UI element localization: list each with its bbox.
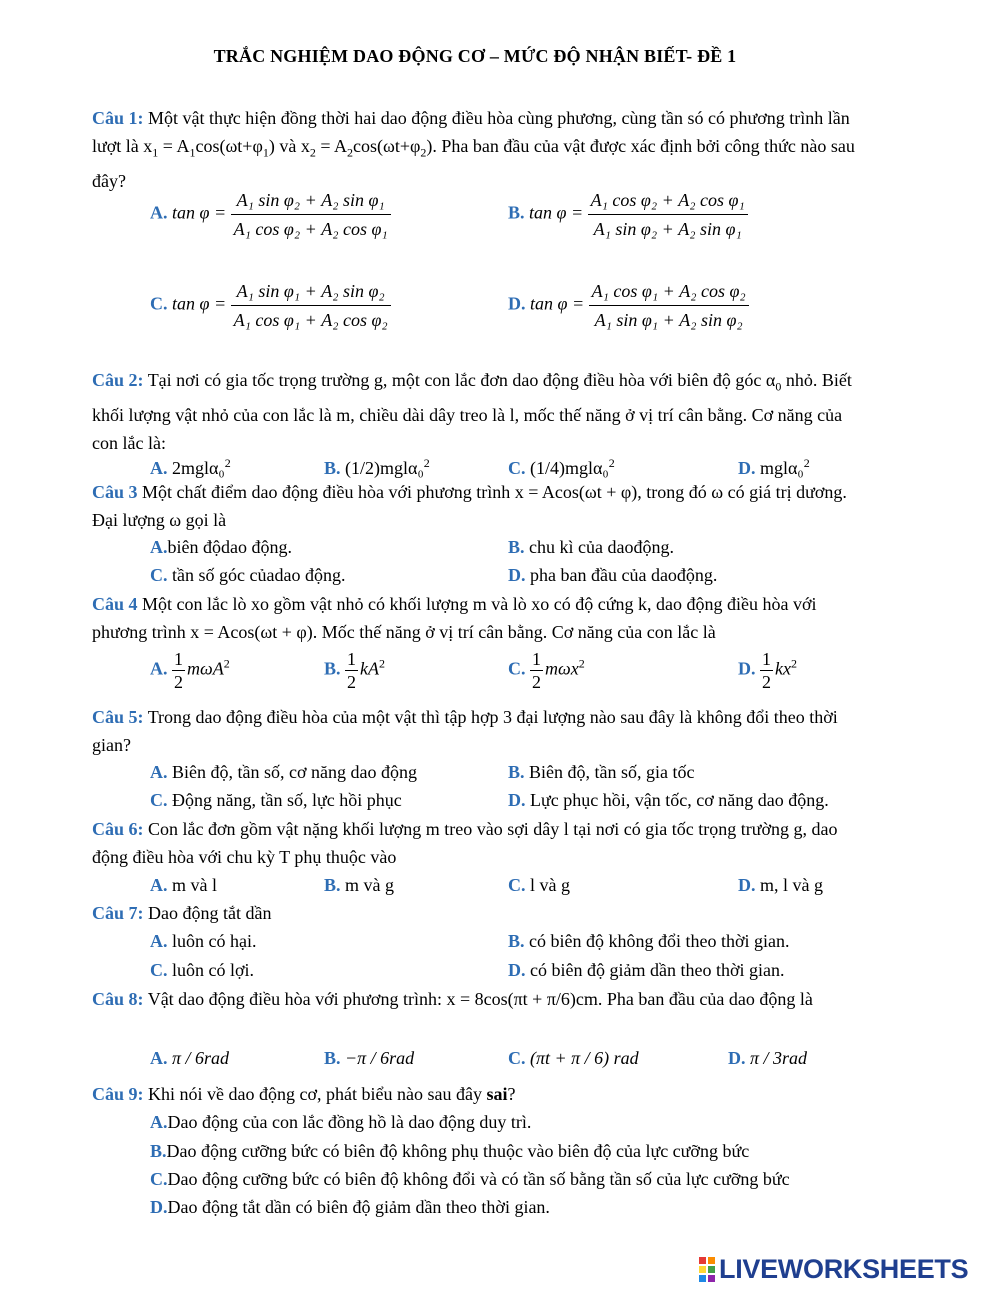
- subscript: 2: [420, 145, 427, 160]
- question-text: Tại nơi có gia tốc trọng trường g, một con lắc đơn dao động điều hòa với biên độ góc α: [143, 370, 776, 390]
- option-text: l và g: [525, 875, 570, 895]
- option-letter: A.: [150, 875, 168, 895]
- option-4a[interactable]: [150, 648, 230, 693]
- option-letter: A.: [150, 931, 168, 951]
- fraction-denominator: A₁ cos φ₂ + A₂ cos φ₁: [233, 219, 388, 239]
- subscript: 2: [309, 145, 316, 160]
- option-letter: D.: [508, 960, 526, 980]
- option-text: Biên độ, tần số, cơ năng dao động: [167, 762, 417, 782]
- option-text: Động năng, tần số, lực hồi phục: [167, 790, 402, 810]
- fraction-numerator: A₁ sin φ₂ + A₂ sin φ₁: [231, 188, 391, 215]
- formula-lhs: tan φ =: [530, 293, 585, 314]
- option-6c[interactable]: [508, 871, 570, 899]
- option-letter: C.: [508, 458, 526, 478]
- option-expression: kx: [775, 658, 791, 679]
- option-letter: A.: [150, 762, 168, 782]
- option-text: Dao động cưỡng bức có biên độ không đổi và có tần số bằng tần số của lực cưỡng bức: [167, 1169, 790, 1189]
- question-2: [92, 366, 862, 457]
- fraction-numerator: 1: [532, 649, 541, 669]
- option-1c[interactable]: [150, 279, 391, 332]
- option-text: có biên độ không đổi theo thời gian.: [524, 931, 790, 951]
- subscript: 0: [775, 379, 782, 394]
- option-text: Lực phục hồi, vận tốc, cơ năng dao động.: [525, 790, 829, 810]
- fraction-numerator: A₁ sin φ₁ + A₂ sin φ₂: [231, 279, 391, 306]
- formula-fraction: [589, 279, 749, 332]
- option-9c[interactable]: [150, 1165, 790, 1193]
- question-9: [92, 1080, 862, 1108]
- option-8b[interactable]: [324, 1044, 414, 1072]
- option-5a[interactable]: [150, 758, 417, 786]
- option-letter: C.: [150, 960, 168, 980]
- question-7: [92, 899, 862, 927]
- option-5d[interactable]: [508, 786, 829, 814]
- half-fraction: [530, 648, 543, 693]
- question-3: [92, 478, 862, 534]
- question-text: Vật dao động điều hòa với phương trình: x = 8cos(πt + π/6)cm. Pha ban đầu của dao động là: [143, 989, 813, 1009]
- question-text: ). Pha ban đầu của vật được xác định bởi công thức nào sau đây?: [92, 136, 855, 191]
- option-text: (1/4)mglα₀: [530, 458, 609, 478]
- option-letter: D.: [738, 458, 756, 478]
- fraction-denominator: A₁ sin φ₂ + A₂ sin φ₁: [593, 219, 742, 239]
- formula-lhs: tan φ =: [529, 202, 584, 223]
- fraction-denominator: 2: [532, 672, 541, 692]
- option-letter: D.: [508, 565, 526, 585]
- question-label: Câu 2:: [92, 370, 144, 390]
- question-text: nhỏ. Biết khối lượng vật nhỏ của con lắc là m, chiều dài dây treo là l, mốc thế năng ở vị trí cân bằng. Cơ năng của con lắc là:: [92, 370, 852, 453]
- option-9d[interactable]: [150, 1193, 550, 1221]
- option-text: (1/2)mglα₀: [345, 458, 424, 478]
- option-4b[interactable]: [324, 648, 385, 693]
- option-letter: D.: [728, 1048, 746, 1068]
- question-text: = A: [315, 136, 347, 156]
- question-5: [92, 703, 862, 759]
- option-letter: C.: [150, 565, 168, 585]
- option-7a[interactable]: [150, 927, 256, 955]
- superscript: 2: [790, 656, 797, 671]
- subscript: 2: [347, 145, 353, 160]
- question-label: Câu 9:: [92, 1084, 144, 1104]
- option-text: Dao động của con lắc đồng hồ là dao động duy trì.: [167, 1112, 532, 1132]
- option-letter: B.: [324, 458, 341, 478]
- question-text: Một con lắc lò xo gồm vật nhỏ có khối lượng m và lò xo có độ cứng k, dao động điều hòa với phương trình x = Acos(ωt + φ). Mốc thế năng ở vị trí cân bằng. Cơ năng của con lắc là: [92, 594, 817, 642]
- option-letter: A.: [150, 537, 168, 557]
- subscript: 1: [189, 145, 196, 160]
- logo-square: [708, 1257, 715, 1264]
- logo-square: [699, 1266, 706, 1273]
- option-5c[interactable]: [150, 786, 402, 814]
- option-expression: mωx: [545, 658, 579, 679]
- superscript: 2: [223, 656, 230, 671]
- logo-text: LIVEWORKSHEETS: [719, 1253, 969, 1284]
- option-8c[interactable]: [508, 1044, 639, 1072]
- option-expression: π / 3rad: [750, 1048, 808, 1068]
- half-fraction: [760, 648, 773, 693]
- question-text: Con lắc đơn gồm vật nặng khối lượng m treo vào sợi dây l tại nơi có gia tốc trọng trường g, dao động điều hòa với chu kỳ T phụ thuộc vào: [92, 819, 838, 867]
- option-text: m, l và g: [755, 875, 823, 895]
- option-8a[interactable]: [150, 1044, 229, 1072]
- option-4c[interactable]: [508, 648, 585, 693]
- question-label: Câu 1:: [92, 108, 144, 128]
- option-letter: A.: [150, 1112, 168, 1132]
- option-expression: mωA: [187, 658, 224, 679]
- option-letter: C.: [508, 658, 526, 679]
- option-text: chu kì của daođộng.: [524, 537, 674, 557]
- option-letter: B.: [150, 1141, 167, 1161]
- formula-fraction: [231, 188, 391, 241]
- option-3a[interactable]: [150, 533, 292, 561]
- option-letter: D.: [508, 293, 526, 314]
- question-text: cos(ωt+φ: [353, 136, 421, 156]
- option-text: biên độdao động.: [167, 537, 292, 557]
- option-text: mglα₀: [760, 458, 804, 478]
- option-5b[interactable]: [508, 758, 695, 786]
- question-text: Một vật thực hiện đồng thời hai dao động điều hòa cùng phương, cùng tần só có phương trình lần lượt là x: [92, 108, 850, 156]
- option-letter: A.: [150, 1048, 168, 1068]
- fraction-numerator: A₁ cos φ₁ + A₂ cos φ₂: [589, 279, 749, 306]
- question-label: Câu 3: [92, 482, 138, 502]
- question-4: [92, 590, 862, 646]
- liveworksheets-logo[interactable]: [699, 1252, 968, 1286]
- question-label: Câu 5:: [92, 707, 144, 727]
- question-text: ) và x: [268, 136, 310, 156]
- fraction-denominator: A₁ cos φ₁ + A₂ cos φ₂: [233, 310, 388, 330]
- option-expression: kA: [360, 658, 379, 679]
- option-9a[interactable]: [150, 1108, 531, 1136]
- option-1d[interactable]: [508, 279, 749, 332]
- option-6d[interactable]: [738, 871, 823, 899]
- option-text: luôn có hại.: [167, 931, 257, 951]
- question-1: [92, 104, 862, 195]
- option-letter: C.: [508, 1048, 526, 1068]
- option-letter: D.: [738, 875, 756, 895]
- option-letter: C.: [508, 875, 526, 895]
- fraction-denominator: A₁ sin φ₁ + A₂ sin φ₂: [594, 310, 743, 330]
- option-7c[interactable]: [150, 956, 254, 984]
- option-expression: (πt + π / 6) rad: [530, 1048, 639, 1068]
- option-text: m và l: [167, 875, 217, 895]
- option-expression: π / 6rad: [172, 1048, 230, 1068]
- subscript: 1: [262, 145, 269, 160]
- option-3c[interactable]: [150, 561, 345, 589]
- question-text: = A: [158, 136, 190, 156]
- fraction-denominator: 2: [762, 672, 771, 692]
- fraction-numerator: 1: [347, 649, 357, 669]
- option-text: m và g: [340, 875, 395, 895]
- option-letter: B.: [508, 537, 525, 557]
- logo-mark-icon: [699, 1257, 715, 1282]
- question-label: Câu 7:: [92, 903, 144, 923]
- fraction-numerator: 1: [174, 649, 183, 669]
- option-letter: A.: [150, 658, 168, 679]
- option-text: có biên độ giảm dần theo thời gian.: [525, 960, 785, 980]
- option-letter: A.: [150, 202, 168, 223]
- option-letter: C.: [150, 790, 168, 810]
- option-6a[interactable]: [150, 871, 217, 899]
- fraction-denominator: 2: [347, 672, 357, 692]
- emphasis-word: sai: [486, 1084, 508, 1104]
- option-letter: B.: [508, 762, 525, 782]
- option-letter: B.: [324, 875, 341, 895]
- formula-fraction: [231, 279, 391, 332]
- half-fraction: [345, 648, 358, 693]
- half-fraction: [172, 648, 185, 693]
- fraction-numerator: A₁ cos φ₂ + A₂ cos φ₁: [588, 188, 748, 215]
- option-letter: A.: [150, 458, 168, 478]
- option-text: Dao động cưỡng bức có biên độ không phụ thuộc vào biên độ của lực cưỡng bức: [166, 1141, 750, 1161]
- superscript: 2: [608, 456, 615, 470]
- question-text: Dao động tắt dần: [143, 903, 272, 923]
- question-label: Câu 6:: [92, 819, 144, 839]
- option-letter: C.: [150, 1169, 168, 1189]
- question-text: cos(ωt+φ: [195, 136, 263, 156]
- option-7d[interactable]: [508, 956, 784, 984]
- option-6b[interactable]: [324, 871, 394, 899]
- question-text: Một chất điểm dao động điều hòa với phương trình x = Acos(ωt + φ), trong đó ω có giá trị dương. Đại lượng ω gọi là: [92, 482, 847, 530]
- fraction-denominator: 2: [174, 672, 183, 692]
- formula-lhs: tan φ =: [172, 202, 227, 223]
- question-8: [92, 985, 862, 1013]
- formula-lhs: tan φ =: [172, 293, 227, 314]
- option-3b[interactable]: [508, 533, 674, 561]
- superscript: 2: [578, 656, 585, 671]
- question-text: ?: [507, 1084, 516, 1104]
- superscript: 2: [224, 456, 231, 470]
- question-text: Khi nói về dao động cơ, phát biểu nào sau đây: [143, 1084, 487, 1104]
- option-text: tần số góc củadao động.: [167, 565, 346, 585]
- option-4d[interactable]: [738, 648, 797, 693]
- superscript: 2: [379, 656, 385, 671]
- superscript: 2: [803, 456, 810, 470]
- option-letter: D.: [150, 1197, 168, 1217]
- option-text: Biên độ, tần số, gia tốc: [524, 762, 695, 782]
- question-label: Câu 4: [92, 594, 138, 614]
- option-letter: B.: [508, 931, 525, 951]
- logo-square: [699, 1257, 706, 1264]
- page-title: TRẮC NGHIỆM DAO ĐỘNG CƠ – MỨC ĐỘ NHẬN BIẾT- ĐỀ 1: [213, 46, 737, 66]
- option-text: 2mglα₀: [172, 458, 225, 478]
- question-6: [92, 815, 862, 871]
- option-letter: B.: [324, 1048, 341, 1068]
- option-8d[interactable]: [728, 1044, 807, 1072]
- subscript: 1: [152, 145, 159, 160]
- question-label: Câu 8:: [92, 989, 144, 1009]
- option-1a[interactable]: [150, 188, 391, 241]
- option-text: pha ban đầu của daođộng.: [525, 565, 718, 585]
- option-9b[interactable]: [150, 1137, 749, 1165]
- option-text: Dao động tắt dần có biên độ giảm dần theo thời gian.: [167, 1197, 550, 1217]
- superscript: 2: [423, 456, 430, 470]
- option-expression: −π / 6rad: [345, 1048, 415, 1068]
- question-text: Trong dao động điều hòa của một vật thì tập hợp 3 đại lượng nào sau đây là không đổi theo thời gian?: [92, 707, 838, 755]
- option-letter: D.: [738, 658, 756, 679]
- option-1b[interactable]: [508, 188, 748, 241]
- logo-square: [708, 1275, 715, 1282]
- logo-square: [708, 1266, 715, 1273]
- option-letter: B.: [508, 202, 525, 223]
- option-text: luôn có lợi.: [167, 960, 255, 980]
- fraction-numerator: 1: [762, 649, 771, 669]
- logo-square: [699, 1275, 706, 1282]
- option-letter: B.: [324, 658, 341, 679]
- option-letter: C.: [150, 293, 168, 314]
- option-3d[interactable]: [508, 561, 717, 589]
- formula-fraction: [588, 188, 748, 241]
- option-7b[interactable]: [508, 927, 790, 955]
- option-letter: D.: [508, 790, 526, 810]
